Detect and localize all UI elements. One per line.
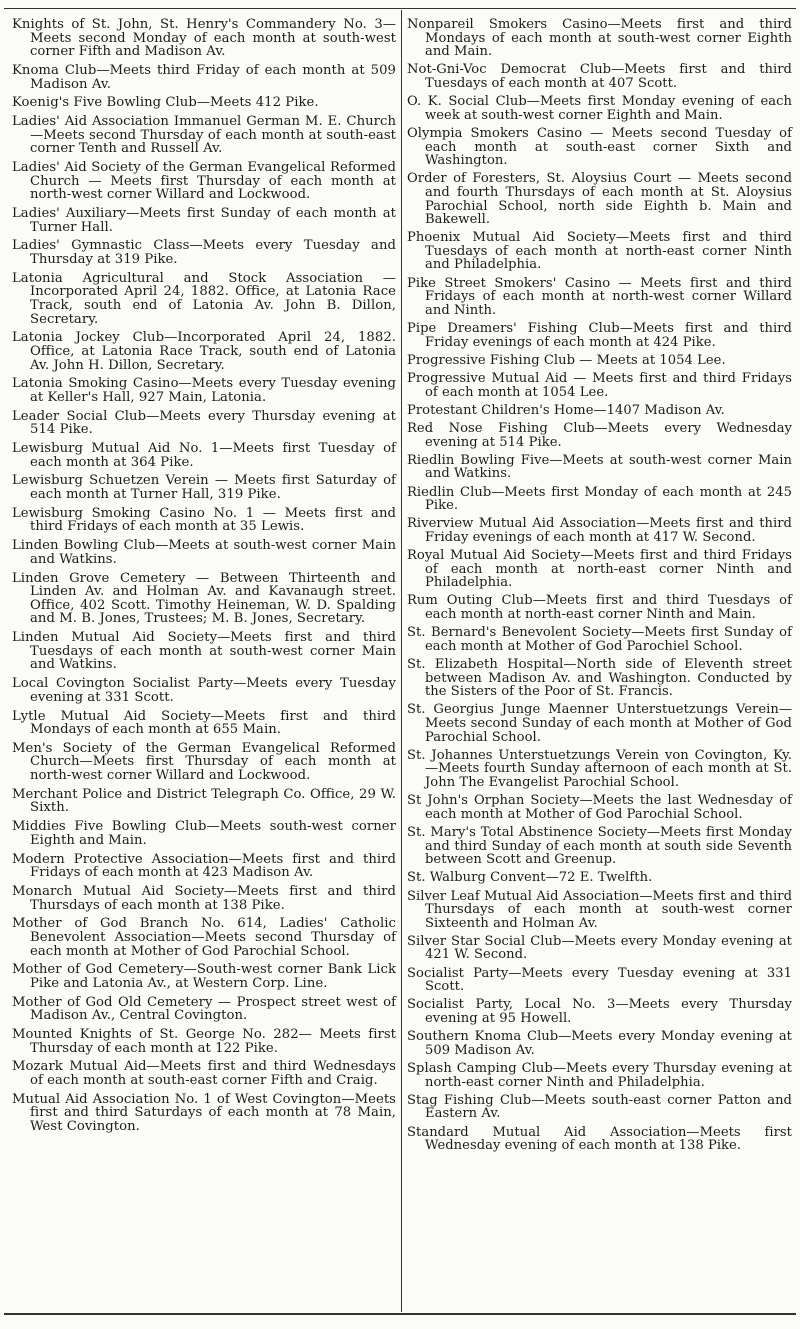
directory-entry: Ladies' Gymnastic Class—Meets every Tuesday and Thursday at 319 Pike. [12, 238, 396, 268]
directory-entry: Koenig's Five Bowling Club—Meets 412 Pike. [12, 95, 319, 111]
directory-entry: Modern Protective Association—Meets first and third Fridays of each month at 423 Madison Av. [12, 851, 396, 881]
directory-entry: Nonpareil Smokers Casino—Meets first and third Mondays of each month at south-west corner Eighth and Main. [407, 17, 792, 60]
directory-entry: St. Bernard's Benevolent Society—Meets first Sunday of each month at Mother of God Parochiel School. [407, 625, 792, 654]
directory-entry: Stag Fishing Club—Meets south-east corner Patton and Eastern Av. [407, 1092, 792, 1122]
directory-entry: Pipe Dreamers' Fishing Club—Meets first and third Friday evenings of each month at 424 Pike. [407, 321, 792, 350]
directory-entry: Splash Camping Club—Meets every Thursday evening at north-east corner Ninth and Philadelphia. [407, 1061, 792, 1090]
directory-entry: Socialist Party, Local No. 3—Meets every Thursday evening at 95 Howell. [407, 997, 792, 1027]
directory-entry: Socialist Party—Meets every Tuesday evening at 331 Scott. [407, 965, 792, 995]
directory-entry: Order of Foresters, St. Aloysius Court — Meets second and fourth Thursdays of each month at St. Aloysius Parochial School, north side Eighth b. Main and Bakewell. [407, 171, 792, 228]
directory-entry: O. K. Social Club—Meets first Monday evening of each week at south-west corner Eighth and Main. [407, 94, 792, 123]
directory-entry: Linden Grove Cemetery — Between Thirteenth and Linden Av. and Holman Av. and Kavanaugh street. Office, 402 Scott. Timothy Heineman, W. D. Spalding and M. B. Jones, Trustees; M. B. Jones, Secretary. [12, 570, 396, 627]
directory-entry: Riverview Mutual Aid Association—Meets first and third Friday evenings of each month at 417 W. Second. [407, 516, 792, 545]
directory-entry: Linden Bowling Club—Meets at south-west corner Main and Watkins. [12, 538, 396, 567]
directory-entry: St. Elizabeth Hospital—North side of Eleventh street between Madison Av. and Washington. Conducted by the Sisters of the Poor of St. Francis. [407, 657, 792, 700]
directory-entry: Knoma Club—Meets third Friday of each month at 509 Madison Av. [12, 62, 396, 92]
directory-entry: St. Johannes Unterstuetzungs Verein von Covington, Ky.—Meets fourth Sunday afternoon of each month at St. John The Evangelist Parochial School. [407, 747, 792, 790]
directory-entry: St. Walburg Convent—72 E. Twelfth. [407, 870, 653, 886]
directory-entry: Ladies' Auxiliary—Meets first Sunday of each month at Turner Hall. [12, 206, 396, 235]
directory-entry: Latonia Jockey Club—Incorporated April 24, 1882. Office, at Latonia Race Track, south end of Latonia Av. John H. Dillon, Secretary. [12, 330, 396, 373]
directory-entry: Not-Gni-Voc Democrat Club—Meets first and third Tuesdays of each month at 407 Scott. [407, 62, 792, 91]
directory-entry: Royal Mutual Aid Society—Meets first and third Fridays of each month at north-east corner Ninth and Philadelphia. [407, 548, 792, 591]
directory-entry: Knights of St. John, St. Henry's Commandery No. 3—Meets second Monday of each month at south-west corner Fifth and Madison Av. [12, 17, 396, 60]
directory-entry: Ladies' Aid Society of the German Evangelical Reformed Church — Meets first Thursday of each month at north-west corner Willard and Lockwood. [12, 160, 396, 203]
directory-entry: Progressive Fishing Club — Meets at 1054 Lee. [407, 352, 726, 368]
directory-entry: St. Mary's Total Abstinence Society—Meets first Monday and third Sunday of each month at south side Seventh between Scott and Greenup. [407, 824, 792, 868]
directory-entry: Phoenix Mutual Aid Society—Meets first and third Tuesdays of each month at north-east corner Ninth and Philadelphia. [407, 230, 792, 273]
directory-entry: Lewisburg Schuetzen Verein — Meets first Saturday of each month at Turner Hall, 319 Pike. [12, 473, 396, 503]
directory-entry: Merchant Police and District Telegraph Co. Office, 29 W. Sixth. [12, 786, 396, 816]
bottom-rule [4, 1313, 796, 1315]
directory-entry: Monarch Mutual Aid Society—Meets first and third Thursdays of each month at 138 Pike. [12, 883, 396, 913]
directory-entry: Progressive Mutual Aid — Meets first and third Fridays of each month at 1054 Lee. [407, 371, 792, 400]
directory-entry: Mounted Knights of St. George No. 282— Meets first Thursday of each month at 122 Pike. [12, 1027, 396, 1056]
directory-entry: Men's Society of the German Evangelical Reformed Church—Meets first Thursday of each month at north-west corner Willard and Lockwood. [12, 740, 396, 784]
directory-entry: Latonia Smoking Casino—Meets every Tuesday evening at Keller's Hall, 927 Main, Latonia. [12, 376, 396, 405]
directory-entry: Lewisburg Mutual Aid No. 1—Meets first Tuesday of each month at 364 Pike. [12, 441, 396, 470]
directory-entry: Leader Social Club—Meets every Thursday evening at 514 Pike. [12, 408, 396, 438]
directory-entry: Red Nose Fishing Club—Meets every Wednesday evening at 514 Pike. [407, 420, 792, 450]
right-column [407, 18, 792, 1157]
directory-entry: Silver Leaf Mutual Aid Association—Meets first and third Thursdays of each month at south-west corner Sixteenth and Holman Av. [407, 888, 792, 931]
left-column [12, 18, 396, 1139]
directory-entry: Riedlin Club—Meets first Monday of each month at 245 Pike. [407, 484, 792, 514]
directory-entry: Riedlin Bowling Five—Meets at south-west corner Main and Watkins. [407, 452, 792, 482]
directory-entry: Mother of God Old Cemetery — Prospect street west of Madison Av., Central Covington. [12, 994, 396, 1024]
directory-entry: Latonia Agricultural and Stock Association —Incorporated April 24, 1882. Office, at Latonia Race Track, south end of Latonia Av. John B. Dillon, Secretary. [12, 270, 396, 327]
directory-entry: Local Covington Socialist Party—Meets every Tuesday evening at 331 Scott. [12, 676, 396, 705]
directory-entry: Linden Mutual Aid Society—Meets first and third Tuesdays of each month at south-west corner Main and Watkins. [12, 630, 396, 673]
directory-entry: Ladies' Aid Association Immanuel German M. E. Church—Meets second Thursday of each month at south-east corner Tenth and Russell Av. [12, 114, 396, 157]
directory-entry: Middies Five Bowling Club—Meets south-west corner Eighth and Main. [12, 819, 396, 848]
directory-entry: St. Georgius Junge Maenner Unterstuetzungs Verein—Meets second Sunday of each month at Mother of God Parochial School. [407, 702, 792, 745]
directory-entry: Mother of God Cemetery—South-west corner Bank Lick Pike and Latonia Av., at Western Corp. Line. [12, 962, 396, 991]
directory-entry: Silver Star Social Club—Meets every Monday evening at 421 W. Second. [407, 933, 792, 963]
directory-entry: Pike Street Smokers' Casino — Meets first and third Fridays of each month at north-west corner Willard and Ninth. [407, 275, 792, 318]
directory-entry: Mother of God Branch No. 614, Ladies' Catholic Benevolent Association—Meets second Thursday of each month at Mother of God Parochial School. [12, 916, 396, 959]
directory-entry: St John's Orphan Society—Meets the last Wednesday of each month at Mother of God Parochial School. [407, 793, 792, 822]
directory-entry: Standard Mutual Aid Association—Meets first Wednesday evening of each month at 138 Pike. [407, 1124, 792, 1154]
top-rule [4, 8, 796, 9]
directory-entry: Mozark Mutual Aid—Meets first and third Wednesdays of each month at south-east corner Fifth and Craig. [12, 1059, 396, 1089]
column-divider [401, 10, 402, 1312]
directory-entry: Southern Knoma Club—Meets every Monday evening at 509 Madison Av. [407, 1029, 792, 1058]
directory-entry: Olympia Smokers Casino — Meets second Tuesday of each month at south-east corner Sixth and Washington. [407, 125, 792, 169]
directory-entry: Protestant Children's Home—1407 Madison Av. [407, 402, 725, 418]
directory-entry: Lytle Mutual Aid Society—Meets first and third Mondays of each month at 655 Main. [12, 708, 396, 738]
directory-entry: Mutual Aid Association No. 1 of West Covington—Meets first and third Saturdays of each month at 78 Main, West Covington. [12, 1091, 396, 1134]
directory-entry: Lewisburg Smoking Casino No. 1 — Meets first and third Fridays of each month at 35 Lewis. [12, 505, 396, 535]
directory-entry: Rum Outing Club—Meets first and third Tuesdays of each month at north-east corner Ninth and Main. [407, 593, 792, 623]
